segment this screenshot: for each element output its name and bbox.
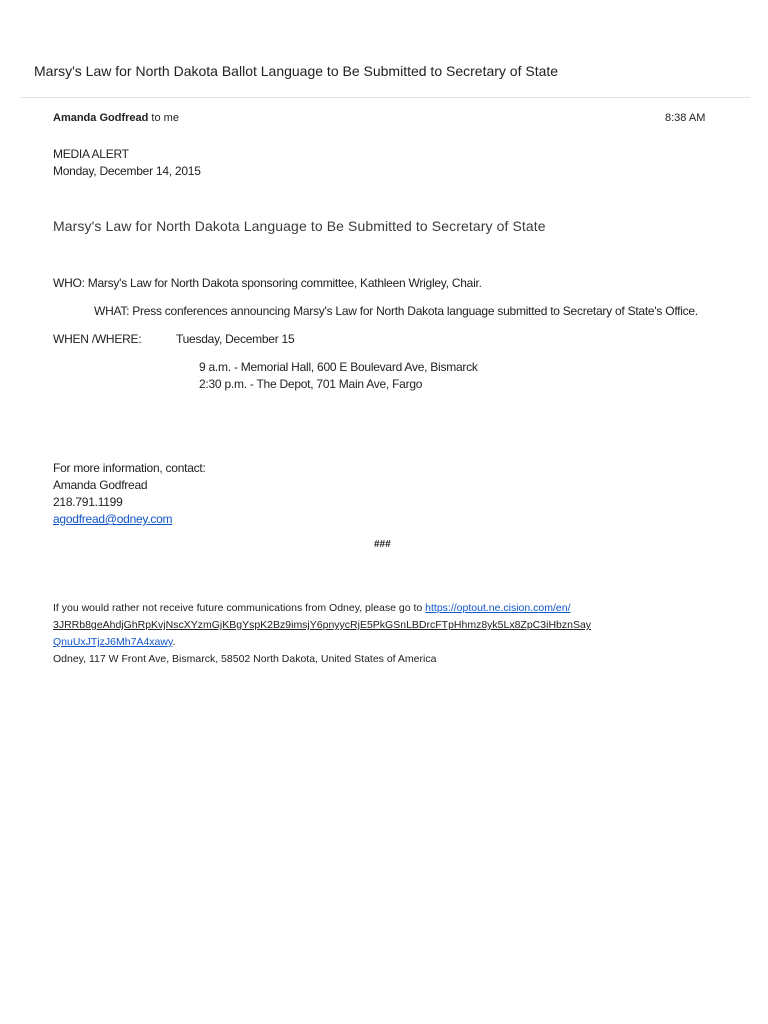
contact-name: Amanda Godfread xyxy=(53,478,148,492)
optout-text: If you would rather not receive future communications from Odney, please go to xyxy=(53,602,423,614)
what-line: WHAT: Press conferences announcing Marsy's Law for North Dakota language submitted to Secretary of State's Office. xyxy=(94,304,698,318)
release-date: Monday, December 14, 2015 xyxy=(53,164,201,178)
header-divider xyxy=(20,97,750,98)
end-mark: ### xyxy=(374,539,391,550)
email-subject: Marsy's Law for North Dakota Ballot Language to Be Submitted to Secretary of State xyxy=(34,63,559,79)
media-alert-label: MEDIA ALERT xyxy=(53,147,129,161)
when-where-label: WHEN /WHERE: xyxy=(53,332,142,346)
optout-link-continued[interactable]: 3JRRb8geAhdjGhRpKvjNscXYzmGjKBgYspK2Bz9imsjY6pnyycRjE5PkGSnLBDrcFTpHhmz8yk5Lx8ZpC3iHbznSay xyxy=(53,619,592,631)
event-item: 2:30 p.m. - The Depot, 701 Main Ave, Fargo xyxy=(199,377,423,391)
sender-name[interactable]: Amanda Godfread xyxy=(53,112,149,124)
email-time: 8:38 AM xyxy=(665,112,706,124)
sender-line xyxy=(53,112,179,124)
optout-link-end-line xyxy=(53,634,175,651)
who-line: WHO: Marsy's Law for North Dakota sponsoring committee, Kathleen Wrigley, Chair. xyxy=(53,276,482,290)
optout-period: . xyxy=(172,636,176,648)
optout-link-end[interactable]: QnuUxJTjzJ6Mh7A4xawy xyxy=(53,636,173,648)
headline: Marsy's Law for North Dakota Language to Be Submitted to Secretary of State xyxy=(53,218,546,234)
contact-phone: 218.791.1199 xyxy=(53,495,123,509)
contact-intro: For more information, contact: xyxy=(53,461,206,475)
contact-email-link[interactable]: agodfread@odney.com xyxy=(53,512,173,526)
optout-line xyxy=(53,600,571,617)
when-date: Tuesday, December 15 xyxy=(176,332,295,346)
event-item: 9 a.m. - Memorial Hall, 600 E Boulevard Ave, Bismarck xyxy=(199,360,478,374)
optout-link[interactable]: https://optout.ne.cision.com/en/ xyxy=(425,602,571,614)
company-address: Odney, 117 W Front Ave, Bismarck, 58502 North Dakota, United States of America xyxy=(53,653,437,665)
recipient-label[interactable]: to me xyxy=(151,112,179,124)
